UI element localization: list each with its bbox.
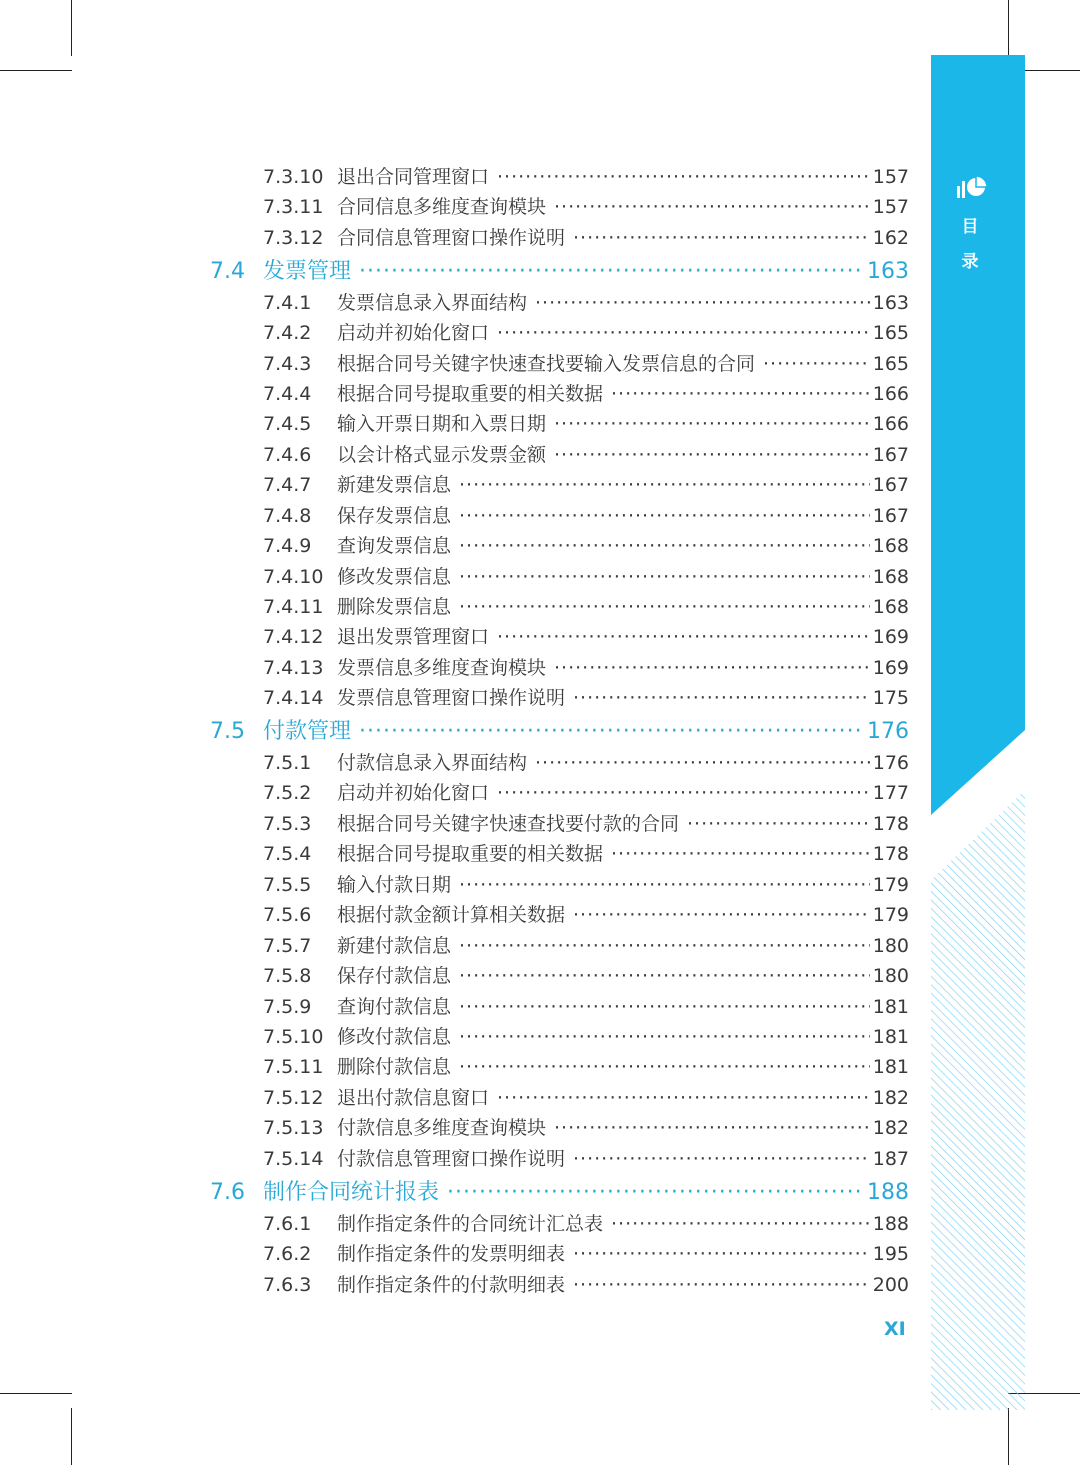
dot-leader xyxy=(535,752,870,774)
entry-number: 7.6 xyxy=(210,1180,245,1205)
dot-leader xyxy=(554,657,870,679)
side-tab xyxy=(931,55,1025,815)
tab-label-bottom: 录 xyxy=(961,252,979,272)
toc-entry[interactable] xyxy=(263,440,909,466)
entry-page-number: 195 xyxy=(872,1243,909,1265)
dot-leader xyxy=(573,1148,870,1170)
toc-entry[interactable] xyxy=(263,683,909,709)
entry-page-number: 176 xyxy=(867,719,909,744)
entry-title: 制作指定条件的发票明细表 xyxy=(337,1243,566,1265)
toc-entry[interactable] xyxy=(263,470,909,496)
entry-page-number: 157 xyxy=(872,166,909,188)
entry-page-number: 163 xyxy=(872,292,909,314)
entry-page-number: 166 xyxy=(872,413,909,435)
entry-page-number: 162 xyxy=(872,227,909,249)
entry-number: 7.3.12 xyxy=(263,227,324,249)
dot-leader xyxy=(459,935,870,957)
entry-title: 付款管理 xyxy=(263,719,352,744)
chart-icon xyxy=(954,172,988,202)
entry-page-number: 165 xyxy=(872,353,909,375)
crop-mark xyxy=(1008,1408,1009,1465)
entry-title: 付款信息多维度查询模块 xyxy=(337,1117,547,1139)
entry-page-number: 179 xyxy=(872,904,909,926)
entry-number: 7.4.4 xyxy=(263,383,312,405)
entry-page-number: 157 xyxy=(872,196,909,218)
crop-mark xyxy=(71,0,72,56)
entry-page-number: 167 xyxy=(872,444,909,466)
toc-entry[interactable] xyxy=(263,192,909,218)
dot-leader xyxy=(459,1026,870,1048)
entry-title: 退出发票管理窗口 xyxy=(337,626,490,648)
entry-number: 7.5.4 xyxy=(263,843,312,865)
entry-number: 7.6.2 xyxy=(263,1243,312,1265)
entry-page-number: 178 xyxy=(872,813,909,835)
entry-title: 新建付款信息 xyxy=(337,935,452,957)
entry-number: 7.5.7 xyxy=(263,935,312,957)
toc-entry[interactable] xyxy=(263,809,909,835)
entry-title: 输入付款日期 xyxy=(337,874,452,896)
dot-leader xyxy=(573,1243,870,1265)
toc-entry[interactable] xyxy=(263,562,909,588)
entry-page-number: 181 xyxy=(872,996,909,1018)
entry-title: 发票信息管理窗口操作说明 xyxy=(337,687,566,709)
crop-mark xyxy=(1008,0,1009,56)
entry-page-number: 180 xyxy=(872,935,909,957)
entry-number: 7.5.12 xyxy=(263,1087,324,1109)
toc-entry[interactable] xyxy=(263,223,909,249)
dot-leader xyxy=(573,904,870,926)
entry-title: 制作指定条件的合同统计汇总表 xyxy=(337,1213,604,1235)
hatch-pattern xyxy=(931,790,1025,1410)
entry-title: 查询发票信息 xyxy=(337,535,452,557)
entry-number: 7.4.14 xyxy=(263,687,324,709)
entry-title: 新建发票信息 xyxy=(337,474,452,496)
entry-number: 7.5 xyxy=(210,719,245,744)
toc-entry[interactable] xyxy=(263,288,909,314)
dot-leader xyxy=(611,843,870,865)
entry-title: 保存发票信息 xyxy=(337,505,452,527)
toc-entry[interactable] xyxy=(263,531,909,557)
entry-title: 制作合同统计报表 xyxy=(263,1180,440,1205)
entry-number: 7.4.5 xyxy=(263,413,312,435)
dot-leader xyxy=(447,1180,864,1205)
toc-entry[interactable] xyxy=(263,1239,909,1265)
entry-page-number: 176 xyxy=(872,752,909,774)
toc-entry[interactable] xyxy=(263,961,909,987)
dot-leader xyxy=(554,1117,870,1139)
entry-title: 启动并初始化窗口 xyxy=(337,782,490,804)
entry-page-number: 168 xyxy=(872,566,909,588)
entry-title: 删除发票信息 xyxy=(337,596,452,618)
toc-entry[interactable] xyxy=(263,778,909,804)
entry-title: 启动并初始化窗口 xyxy=(337,322,490,344)
entry-number: 7.5.2 xyxy=(263,782,312,804)
page-folio: XI xyxy=(884,1318,906,1340)
toc-entry[interactable] xyxy=(263,931,909,957)
entry-page-number: 179 xyxy=(872,874,909,896)
entry-number: 7.4.3 xyxy=(263,353,312,375)
entry-title: 合同信息多维度查询模块 xyxy=(337,196,547,218)
entry-page-number: 182 xyxy=(872,1087,909,1109)
toc-entry[interactable] xyxy=(263,162,909,188)
toc-entry[interactable] xyxy=(263,1052,909,1078)
entry-page-number: 187 xyxy=(872,1148,909,1170)
toc-entry[interactable] xyxy=(263,409,909,435)
dot-leader xyxy=(497,626,870,648)
entry-title: 修改付款信息 xyxy=(337,1026,452,1048)
dot-leader xyxy=(763,353,870,375)
toc-entry[interactable] xyxy=(263,1270,909,1296)
entry-number: 7.4.6 xyxy=(263,444,312,466)
dot-leader xyxy=(611,1213,870,1235)
toc-section-entry[interactable] xyxy=(210,714,909,744)
entry-page-number: 168 xyxy=(872,596,909,618)
toc-entry[interactable] xyxy=(263,1209,909,1235)
entry-title: 删除付款信息 xyxy=(337,1056,452,1078)
entry-number: 7.5.10 xyxy=(263,1026,324,1048)
toc-entry[interactable] xyxy=(263,592,909,618)
dot-leader xyxy=(459,874,870,896)
entry-title: 付款信息录入界面结构 xyxy=(337,752,528,774)
entry-page-number: 167 xyxy=(872,505,909,527)
toc-entry[interactable] xyxy=(263,501,909,527)
entry-number: 7.4 xyxy=(210,259,245,284)
entry-number: 7.4.7 xyxy=(263,474,312,496)
dot-leader xyxy=(535,292,870,314)
entry-title: 发票信息多维度查询模块 xyxy=(337,657,547,679)
entry-title: 查询付款信息 xyxy=(337,996,452,1018)
entry-page-number: 163 xyxy=(867,259,909,284)
entry-page-number: 180 xyxy=(872,965,909,987)
toc-entry[interactable] xyxy=(263,379,909,405)
entry-number: 7.3.11 xyxy=(263,196,324,218)
dot-leader xyxy=(611,383,870,405)
dot-leader xyxy=(554,413,870,435)
entry-number: 7.5.13 xyxy=(263,1117,324,1139)
dot-leader xyxy=(554,196,870,218)
dot-leader xyxy=(573,1274,870,1296)
toc-entry[interactable] xyxy=(263,622,909,648)
toc-entry[interactable] xyxy=(263,748,909,774)
toc-entry[interactable] xyxy=(263,900,909,926)
dot-leader xyxy=(459,996,870,1018)
tab-label-top: 目 xyxy=(961,217,979,237)
dot-leader xyxy=(497,322,870,344)
dot-leader xyxy=(459,505,870,527)
toc-entry[interactable] xyxy=(263,1113,909,1139)
dot-leader xyxy=(573,687,870,709)
entry-title: 退出付款信息窗口 xyxy=(337,1087,490,1109)
entry-page-number: 181 xyxy=(872,1056,909,1078)
entry-title: 发票信息录入界面结构 xyxy=(337,292,528,314)
entry-number: 7.4.10 xyxy=(263,566,324,588)
toc-entry[interactable] xyxy=(263,318,909,344)
entry-page-number: 188 xyxy=(872,1213,909,1235)
entry-page-number: 169 xyxy=(872,626,909,648)
toc-entry[interactable] xyxy=(263,870,909,896)
dot-leader xyxy=(497,782,870,804)
dot-leader xyxy=(359,259,864,284)
entry-page-number: 182 xyxy=(872,1117,909,1139)
entry-number: 7.5.3 xyxy=(263,813,312,835)
entry-page-number: 188 xyxy=(867,1180,909,1205)
entry-title: 根据合同号提取重要的相关数据 xyxy=(337,383,604,405)
entry-number: 7.4.1 xyxy=(263,292,312,314)
dot-leader xyxy=(459,596,870,618)
toc-entry[interactable] xyxy=(263,1083,909,1109)
dot-leader xyxy=(573,227,870,249)
entry-title: 根据合同号提取重要的相关数据 xyxy=(337,843,604,865)
toc-entry[interactable] xyxy=(263,992,909,1018)
entry-title: 保存付款信息 xyxy=(337,965,452,987)
entry-number: 7.6.3 xyxy=(263,1274,312,1296)
toc-entry[interactable] xyxy=(263,1022,909,1048)
entry-number: 7.5.6 xyxy=(263,904,312,926)
toc-entry[interactable] xyxy=(263,349,909,375)
dot-leader xyxy=(459,965,870,987)
entry-number: 7.3.10 xyxy=(263,166,324,188)
entry-title: 付款信息管理窗口操作说明 xyxy=(337,1148,566,1170)
toc-entry[interactable] xyxy=(263,653,909,679)
entry-title: 制作指定条件的付款明细表 xyxy=(337,1274,566,1296)
entry-title: 以会计格式显示发票金额 xyxy=(337,444,547,466)
entry-number: 7.4.12 xyxy=(263,626,324,648)
entry-title: 合同信息管理窗口操作说明 xyxy=(337,227,566,249)
entry-number: 7.5.5 xyxy=(263,874,312,896)
crop-mark xyxy=(0,70,72,71)
entry-page-number: 175 xyxy=(872,687,909,709)
toc-entry[interactable] xyxy=(263,839,909,865)
entry-title: 根据付款金额计算相关数据 xyxy=(337,904,566,926)
dot-leader xyxy=(554,444,870,466)
entry-page-number: 181 xyxy=(872,1026,909,1048)
entry-page-number: 168 xyxy=(872,535,909,557)
dot-leader xyxy=(459,1056,870,1078)
entry-title: 根据合同号关键字快速查找要输入发票信息的合同 xyxy=(337,353,756,375)
entry-page-number: 166 xyxy=(872,383,909,405)
entry-title: 发票管理 xyxy=(263,259,352,284)
crop-mark xyxy=(71,1408,72,1465)
dot-leader xyxy=(497,166,870,188)
entry-title: 修改发票信息 xyxy=(337,566,452,588)
toc-entry[interactable] xyxy=(263,1144,909,1170)
entry-number: 7.4.13 xyxy=(263,657,324,679)
toc-section-entry[interactable] xyxy=(210,254,909,284)
dot-leader xyxy=(459,535,870,557)
entry-page-number: 178 xyxy=(872,843,909,865)
entry-page-number: 169 xyxy=(872,657,909,679)
toc-section-entry[interactable] xyxy=(210,1175,909,1205)
dot-leader xyxy=(687,813,870,835)
entry-number: 7.5.8 xyxy=(263,965,312,987)
entry-title: 退出合同管理窗口 xyxy=(337,166,490,188)
entry-number: 7.5.9 xyxy=(263,996,312,1018)
crop-mark xyxy=(0,1393,72,1394)
entry-page-number: 177 xyxy=(872,782,909,804)
entry-number: 7.6.1 xyxy=(263,1213,312,1235)
entry-number: 7.4.11 xyxy=(263,596,324,618)
dot-leader xyxy=(359,719,864,744)
entry-number: 7.4.9 xyxy=(263,535,312,557)
entry-number: 7.5.1 xyxy=(263,752,312,774)
entry-number: 7.4.2 xyxy=(263,322,312,344)
dot-leader xyxy=(497,1087,870,1109)
entry-number: 7.4.8 xyxy=(263,505,312,527)
entry-page-number: 167 xyxy=(872,474,909,496)
entry-number: 7.5.14 xyxy=(263,1148,324,1170)
dot-leader xyxy=(459,566,870,588)
dot-leader xyxy=(459,474,870,496)
entry-page-number: 200 xyxy=(872,1274,909,1296)
entry-page-number: 165 xyxy=(872,322,909,344)
entry-title: 输入开票日期和入票日期 xyxy=(337,413,547,435)
entry-title: 根据合同号关键字快速查找要付款的合同 xyxy=(337,813,680,835)
entry-number: 7.5.11 xyxy=(263,1056,324,1078)
